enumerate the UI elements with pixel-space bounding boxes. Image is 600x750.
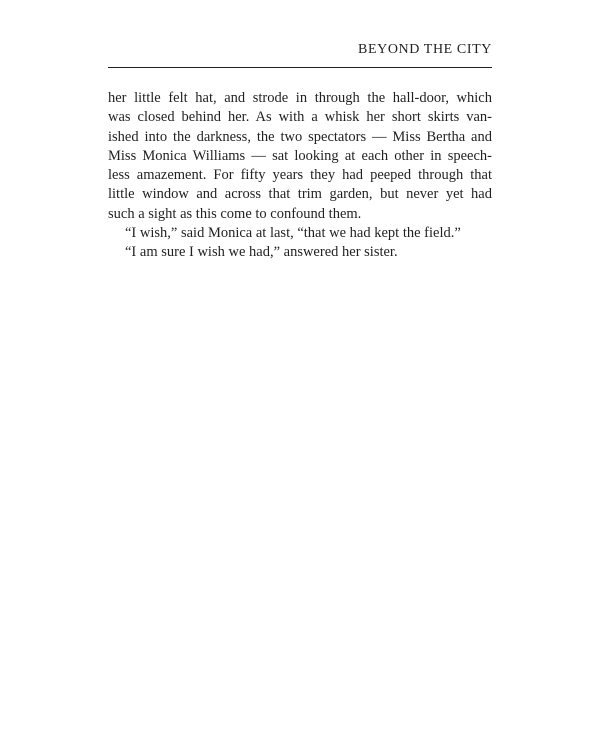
text-line: “I wish,” said Monica at last, “that we had kept the field.”: [125, 225, 461, 242]
text-line: ished into the darkness, the two spectators — Miss Bertha and: [108, 128, 492, 145]
text-line: less amazement. For fifty years they had peeped through that: [108, 167, 492, 184]
header-rule: [108, 67, 492, 68]
paragraph: [108, 224, 492, 243]
text-line: “I am sure I wish we had,” answered her sister.: [125, 244, 398, 261]
paragraph: [108, 89, 492, 224]
text-line: was closed behind her. As with a whisk her short skirts van-: [108, 109, 492, 126]
paragraph: [108, 243, 492, 262]
text-line: such a sight as this come to confound them.: [108, 205, 362, 222]
text-line: little window and across that trim garden, but never yet had: [108, 186, 492, 203]
text-line: her little felt hat, and strode in through the hall-door, which: [108, 90, 492, 106]
running-head: BEYOND THE CITY: [358, 42, 492, 57]
body-text: [108, 89, 492, 263]
text-line: Miss Monica Williams — sat looking at each other in speech-: [108, 147, 492, 164]
